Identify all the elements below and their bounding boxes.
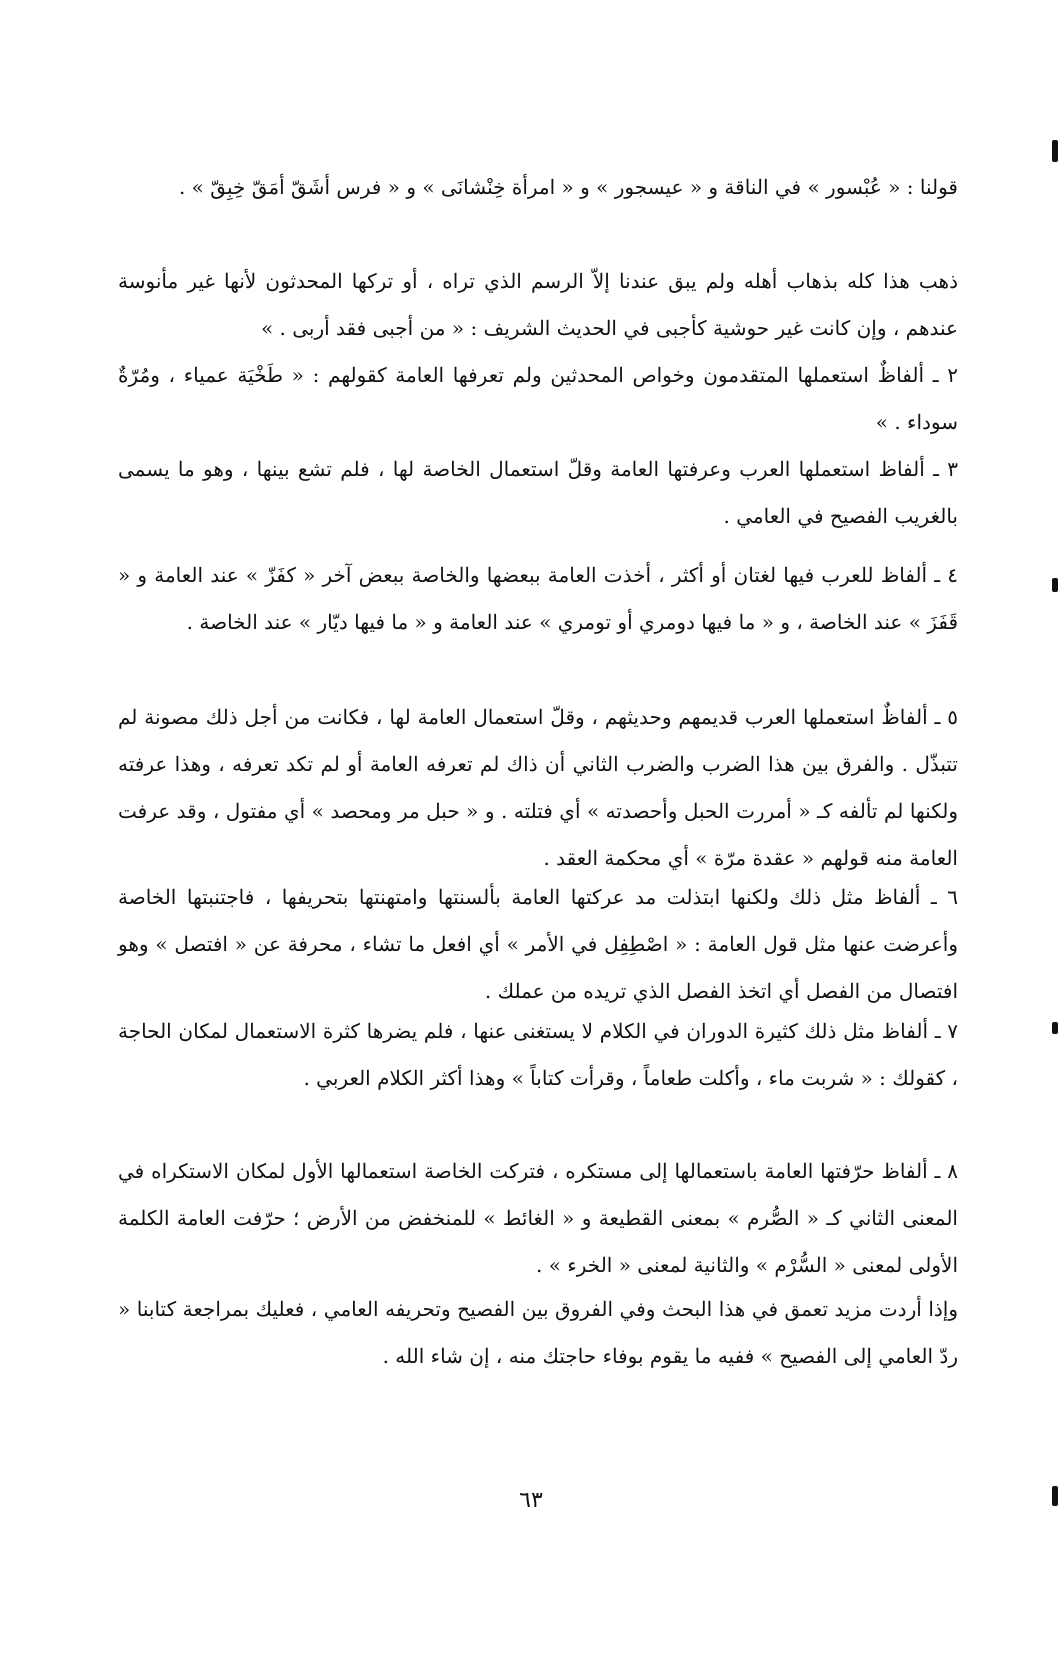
scan-edge-mark — [1052, 1486, 1058, 1506]
paragraph-item-3: ٣ ـ ألفاظ استعملها العرب وعرفتها العامة وقلّ استعمال الخاصة لها ، فلم تشع بينها ، وهو ما يسمى بالغريب الفصيح في العامي . — [118, 457, 958, 528]
scan-edge-mark — [1052, 578, 1058, 592]
scan-edge-mark — [1052, 140, 1058, 162]
scan-edge-mark — [1052, 1022, 1058, 1034]
paragraph-item-2: ٢ ـ ألفاظٌ استعملها المتقدمون وخواص المحدثين ولم تعرفها العامة كقولهم : « طَخْيَة عمياء ، ومُرّةٌ سوداء . » — [118, 363, 958, 434]
paragraph-conclusion: وإذا أردت مزيد تعمق في هذا البحث وفي الفروق بين الفصيح وتحريفه العامي ، فعليك بمراجعة كتابنا « ردّ العامي إلى الفصيح » ففيه ما يقوم بوفاء حاجتك منه ، إن شاء الله . — [118, 1297, 958, 1368]
paragraph-item-6: ٦ ـ ألفاظ مثل ذلك ولكنها ابتذلت مد عركتها العامة بألسنتها وامتهنتها بتحريفها ، فاجتنبتها الخاصة وأعرضت عنها مثل قول العامة : « اصْطِفِل في الأمر » أي افعل ما تشاء ، محرفة عن « افتصل » وهو افتصال من الفصل أي اتخذ الفصل الذي تريده من عملك . — [118, 885, 958, 1003]
paragraph-item-5: ٥ ـ ألفاظٌ استعملها العرب قديمهم وحديثهم ، وقلّ استعمال العامة لها ، فكانت من أجل ذلك مصونة لم تتبذّل . والفرق بين هذا الضرب والضرب الثاني أن ذاك لم تعرفه العامة أو لم تكد تعرفه ، وهذا عرفته ولكنها لم تألفه كـ « أمررت الحبل وأحصدته » أي فتلته . و « حبل مر ومحصد » أي مفتول ، وقد عرفت العامة منه قولهم « عقدة مرّة » أي محكمة العقد . — [118, 705, 958, 870]
paragraph-intro: ذهب هذا كله بذهاب أهله ولم يبق عندنا إلاّ الرسم الذي تراه ، أو تركها المحدثون لأنها غير مأنوسة عندهم ، وإن كانت غير حوشية كأجبى في الحديث الشريف : « من أجبى فقد أربى . » — [118, 269, 958, 340]
paragraph-continuation: قولنا : « عُبْسور » في الناقة و « عيسجور » و « امرأة خِنْشانَى » و « فرس أشَقّ أمَقّ خِبِقّ » . — [178, 175, 958, 199]
paragraph-item-7: ٧ ـ ألفاظ مثل ذلك كثيرة الدوران في الكلام لا يستغنى عنها ، فلم يضرها كثرة الاستعمال لمكان الحاجة ، كقولك : « شربت ماء ، وأكلت طعاماً ، وقرأت كتاباً » وهذا أكثر الكلام العربي . — [118, 1019, 959, 1090]
paragraph-item-8: ٨ ـ ألفاظ حرّفتها العامة باستعمالها إلى مستكره ، فتركت الخاصة استعمالها الأول لمكان الاستكراه في المعنى الثاني كـ « الصُّرم » بمعنى القطيعة و « الغائط » للمنخفض من الأرض ؛ حرّفت العامة الكلمة الأولى لمعنى « السُّرْم » والثانية لمعنى « الخرء » . — [118, 1159, 958, 1277]
page-number: ٦٣ — [519, 1488, 543, 1513]
paragraph-item-4: ٤ ـ ألفاظ للعرب فيها لغتان أو أكثر ، أخذت العامة ببعضها والخاصة ببعض آخر « كفَزّ » عند العامة و « قَفَزَ » عند الخاصة ، و « ما فيها دومري أو تومري » عند العامة و « ما فيها ديّار » عند الخاصة . — [118, 563, 958, 634]
